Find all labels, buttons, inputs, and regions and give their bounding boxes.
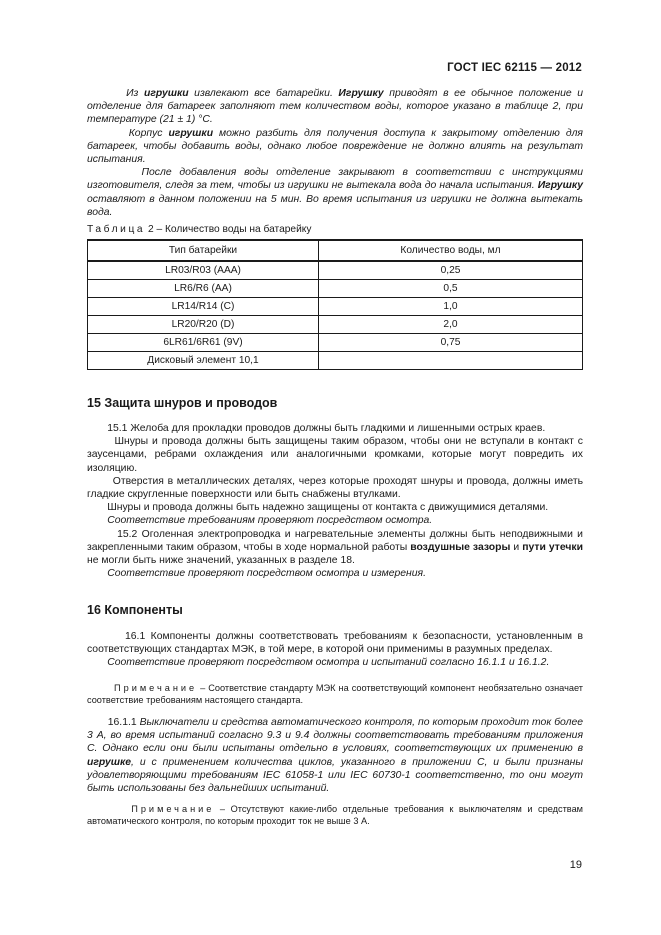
section-16-heading: 16 Компоненты xyxy=(87,603,183,617)
section-15-compliance: Соответствие требованиям проверяют посредством осмотра. xyxy=(107,515,433,527)
note-1-label: Примечание xyxy=(113,683,198,693)
table-cell-amount: 0,75 xyxy=(319,334,583,352)
intro-text xyxy=(87,87,583,219)
column-header-water-amount: Количество воды, мл xyxy=(319,240,583,261)
section-16-text xyxy=(87,630,583,670)
water-table xyxy=(87,239,583,370)
table-cell-amount: 0,5 xyxy=(319,280,583,298)
note-2-text: – Отсутствуют какие-либо отдельные требования к выключателям и средствам автоматического контроля, по которым проходит ток не выше 3 А. xyxy=(87,804,584,826)
table-cell-type: LR03/R03 (ААА) xyxy=(88,261,319,280)
note-2-label: Примечание xyxy=(131,804,215,814)
note-2 xyxy=(87,803,583,827)
table-row xyxy=(88,316,583,334)
section-15-paragraph: Отверстия в металлических деталях, через которые проходят шнуры и провода, должны иметь гладкие скругленные поверхности или быть снабжены втулками. xyxy=(87,475,583,501)
section-15-text xyxy=(87,422,583,580)
intro-paragraph-3: После добавления воды отделение закрывают в соответствии с инструкциями изготовителя, следя за тем, чтобы из игрушки не вытекала вода до начала испытания. Игрушку оставляют в данном положении на 5 мин. Во время испытания из игрушки не должна вытекать вода. xyxy=(87,167,583,218)
table-row xyxy=(88,261,583,280)
table-cell-amount xyxy=(319,352,583,370)
section-16-1-1-paragraph: 16.1.1 Выключатели и средства автоматического контроля, по которым проходит ток более 3 А, во время испытаний согласно 9.3 и 9.4 должны соответствовать требованиям приложения С. Однако если они были испытаны отдельно в условиях, соответствующих их применению в игрушке, и с применением количества циклов, указанного в приложении С, и были признаны удовлетворяющими требованиям IEC 61058-1 или IEC 60730-1 соответственно, то они могут быть использованы без дальнейших испытаний. xyxy=(87,717,584,795)
section-16-1-1 xyxy=(87,716,583,795)
table-cell-type: Дисковый элемент 10,1 xyxy=(88,352,319,370)
table-cell-type: LR20/R20 (D) xyxy=(88,316,319,334)
intro-paragraph-1: Из игрушки извлекают все батарейки. Игрушку приводят в ее обычное положение и отделение для батареек заполняют тем количеством воды, которое указано в таблице 2, при температуре (21 ± 1) °С. xyxy=(87,88,583,126)
table-cell-amount: 2,0 xyxy=(319,316,583,334)
table-row xyxy=(88,334,583,352)
section-16-paragraph: 16.1 Компоненты должны соответствовать требованиям к безопасности, установленным в соответствующих стандартах МЭК, в той мере, в которой они применимы в разумных пределах. xyxy=(87,631,583,656)
note-1 xyxy=(87,682,583,706)
table-row xyxy=(88,280,583,298)
table-cell-amount: 1,0 xyxy=(319,298,583,316)
section-15-heading: 15 Защита шнуров и проводов xyxy=(87,396,278,410)
section-15-compliance: Соответствие проверяют посредством осмотра и измерения. xyxy=(107,568,426,580)
intro-paragraph-2: Корпус игрушки можно разбить для получения доступа к закрытому отделению для батареек, чтобы добавить воды, однако любое повреждение не должно влиять на результат испытания. xyxy=(87,127,583,166)
table-row xyxy=(88,352,583,370)
table-cell-amount: 0,25 xyxy=(319,261,583,280)
table-cell-type: 6LR61/6R61 (9V) xyxy=(88,334,319,352)
column-header-battery-type: Тип батарейки xyxy=(88,240,319,261)
table-caption: Таблица 2 – Количество воды на батарейку xyxy=(87,224,312,235)
note-1-text: – Соответствие стандарту МЭК на соответствующий компонент необязательно означает соответствие требованиям настоящего стандарта. xyxy=(87,683,583,705)
section-15-paragraph: 15.1 Желоба для прокладки проводов должны быть гладкими и лишенными острых краев. xyxy=(107,423,546,434)
section-15-paragraph: Шнуры и провода должны быть надежно защищены от контакта с движущимися деталями. xyxy=(107,502,549,514)
table-row xyxy=(88,298,583,316)
table-cell-type: LR14/R14 (C) xyxy=(88,298,319,316)
table-header-row xyxy=(88,240,583,261)
table-cell-type: LR6/R6 (АА) xyxy=(88,280,319,298)
page-number: 19 xyxy=(569,859,582,871)
section-15-paragraph: Шнуры и провода должны быть защищены таким образом, чтобы они не вступали в контакт с заусенцами, ребрами охлаждения или аналогичными кромками, которые могут повредить их изоляцию. xyxy=(87,436,583,474)
section-15-paragraph: 15.2 Оголенная электропроводка и нагревательные элементы должны быть неподвижными и закрепленными таким образом, чтобы в ходе нормальной работы воздушные зазоры и пути утечки не могли быть ниже значений, указанных в разделе 18. xyxy=(87,528,583,567)
section-16-compliance: Соответствие проверяют посредством осмотра и испытаний согласно 16.1.1 и 16.1.2. xyxy=(107,657,550,669)
document-header: ГОСТ IEC 62115 — 2012 xyxy=(447,62,582,74)
